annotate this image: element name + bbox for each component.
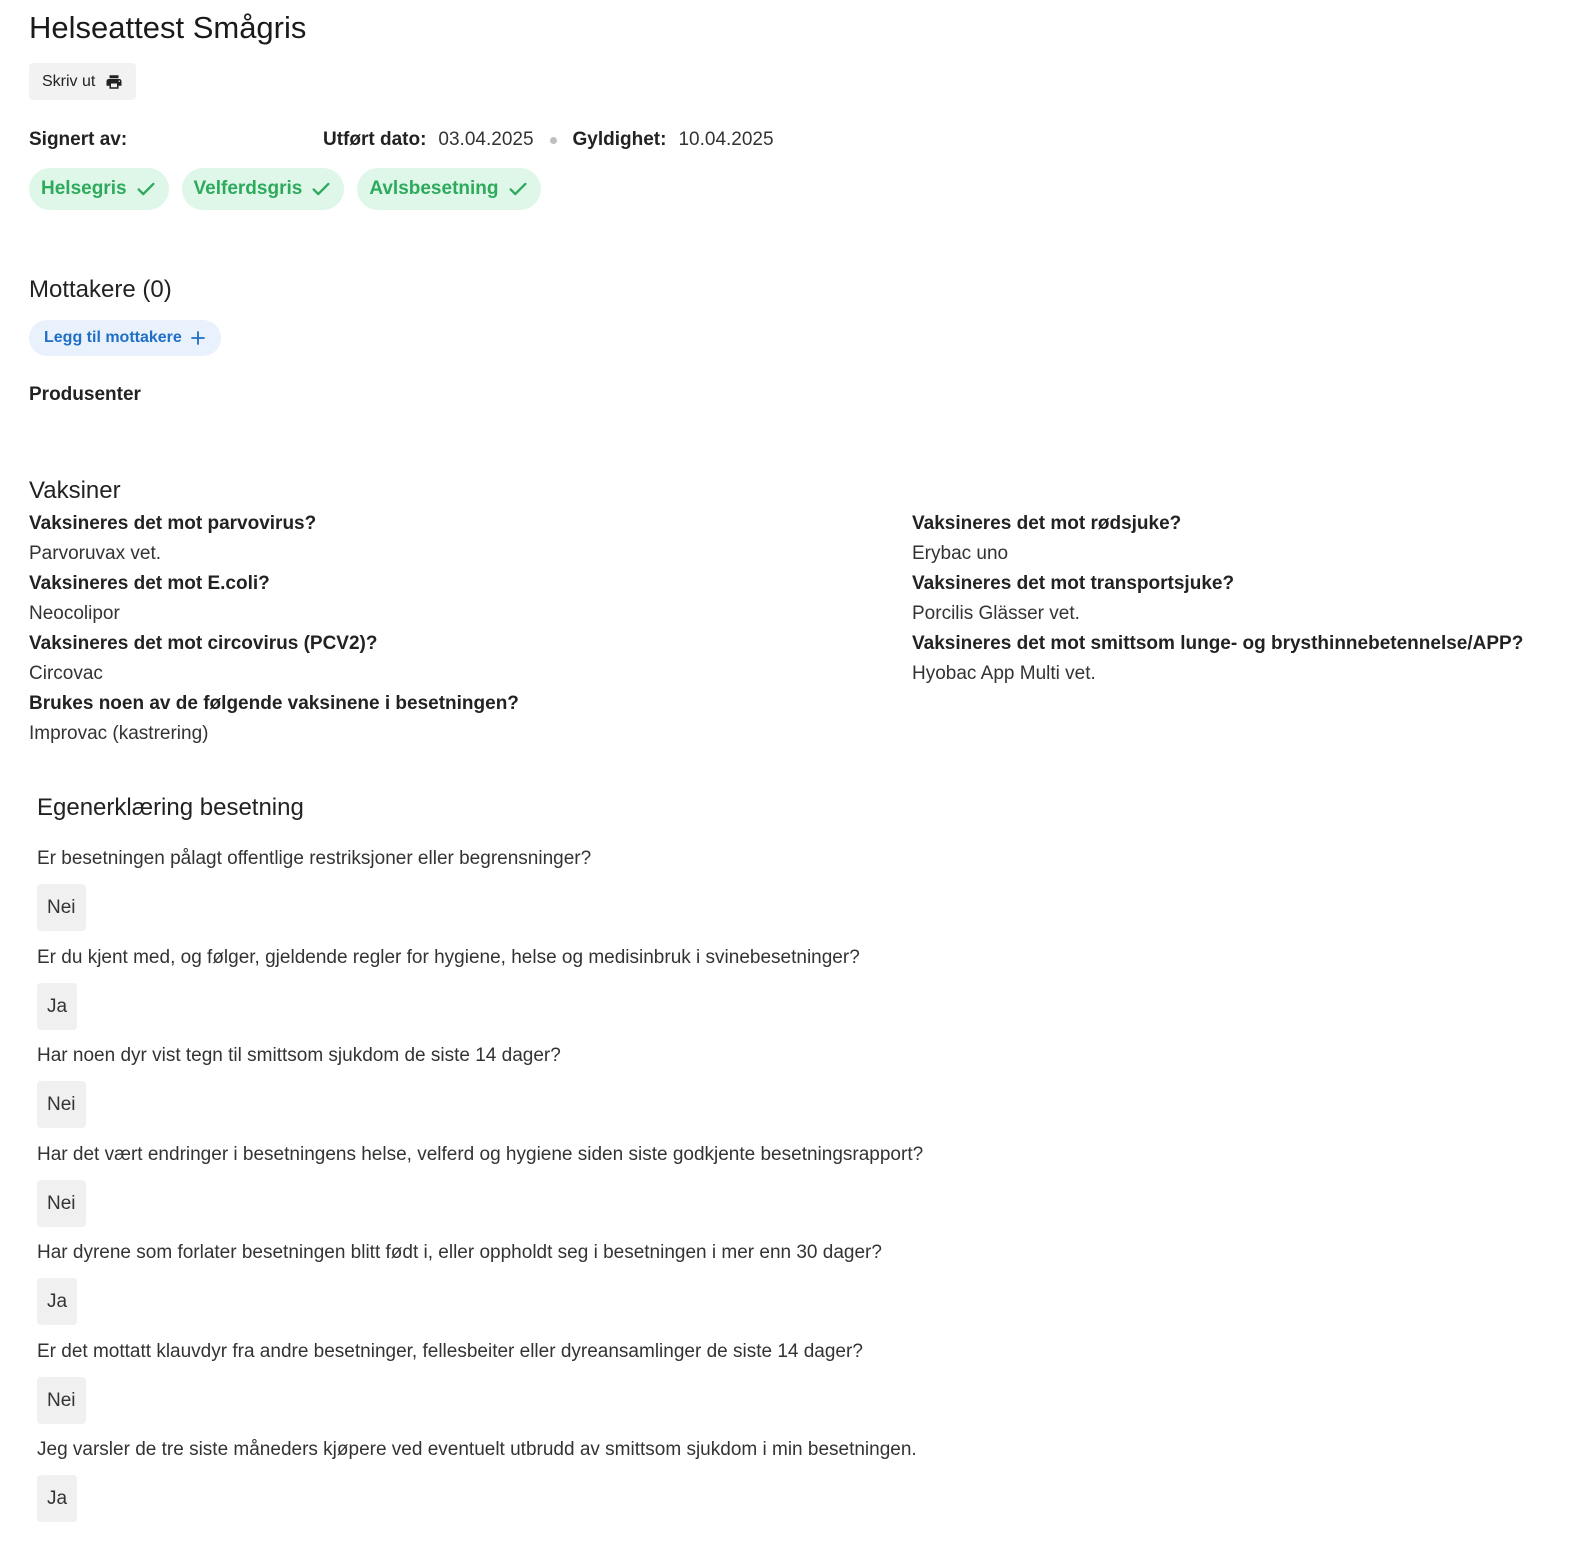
declaration-question: Jeg varsler de tre siste måneders kjøpere ved eventuelt utbrudd av smittsom sjukdom i min besetningen. — [37, 1439, 917, 1460]
recipients-heading: Mottakere (0) — [29, 276, 172, 303]
vaccine-answer: Improvac (kastrering) — [29, 723, 209, 744]
chip-helsegris — [29, 168, 169, 210]
declaration-item — [37, 1438, 917, 1522]
performed-date-label: Utført dato: — [323, 129, 427, 150]
plus-icon — [190, 330, 206, 346]
declaration-item — [37, 1143, 923, 1227]
vaccine-question: Vaksineres det mot circovirus (PCV2)? — [29, 633, 378, 654]
declaration-item — [37, 1340, 863, 1424]
vaccines-heading: Vaksiner — [29, 477, 121, 504]
vaccine-answer: Erybac uno — [912, 543, 1009, 564]
add-recipient-button[interactable] — [29, 320, 221, 356]
separator-dot — [550, 137, 557, 144]
signed-by-label: Signert av: — [29, 129, 128, 150]
vaccines-left-column — [29, 512, 519, 752]
validity-value: 10.04.2025 — [678, 129, 774, 150]
self-declaration-heading: Egenerklæring besetning — [37, 794, 304, 821]
page-title: Helseattest Smågris — [29, 10, 307, 45]
add-recipient-label: Legg til mottakere — [44, 329, 182, 346]
declaration-item — [37, 946, 860, 1030]
signed-by — [29, 129, 127, 151]
date-info — [323, 129, 774, 151]
performed-date-value: 03.04.2025 — [438, 129, 534, 150]
producer-heading: Produsenter — [29, 384, 141, 405]
chip-label: Avlsbesetning — [369, 178, 499, 199]
vaccine-answer: Porcilis Glässer vet. — [912, 603, 1080, 624]
declaration-question: Har det vært endringer i besetningens helse, velferd og hygiene siden siste godkjente besetningsrapport? — [37, 1144, 924, 1165]
declaration-answer: Ja — [37, 1278, 77, 1325]
vaccine-question: Vaksineres det mot E.coli? — [29, 573, 270, 594]
declaration-question: Er du kjent med, og følger, gjeldende regler for hygiene, helse og medisinbruk i svinebesetninger? — [37, 947, 860, 968]
declaration-question: Har dyrene som forlater besetningen blitt født i, eller oppholdt seg i besetningen i mer enn 30 dager? — [37, 1242, 882, 1263]
print-button-label: Skriv ut — [42, 72, 96, 90]
checkmark-icon — [310, 178, 332, 200]
declaration-item — [37, 1241, 882, 1325]
declaration-answer: Nei — [37, 884, 86, 931]
vaccine-answer: Neocolipor — [29, 603, 120, 624]
declaration-answer: Ja — [37, 983, 77, 1030]
vaccine-question: Vaksineres det mot parvovirus? — [29, 513, 317, 534]
chip-label: Helsegris — [41, 178, 127, 199]
signature-chips — [29, 168, 541, 210]
declaration-question: Er besetningen pålagt offentlige restriksjoner eller begrensninger? — [37, 848, 592, 869]
checkmark-icon — [507, 178, 529, 200]
declaration-answer: Nei — [37, 1081, 86, 1128]
declaration-answer: Nei — [37, 1377, 86, 1424]
declaration-item — [37, 847, 591, 931]
declaration-item — [37, 1044, 561, 1128]
checkmark-icon — [135, 178, 157, 200]
chip-label: Velferdsgris — [193, 178, 303, 199]
printer-icon — [105, 73, 123, 91]
declaration-question: Har noen dyr vist tegn til smittsom sjukdom de siste 14 dager? — [37, 1045, 561, 1066]
declaration-question: Er det mottatt klauvdyr fra andre besetninger, fellesbeiter eller dyreansamlinger de siste 14 dager? — [37, 1341, 863, 1362]
vaccine-answer: Parvoruvax vet. — [29, 543, 161, 564]
vaccine-answer: Circovac — [29, 663, 103, 684]
chip-velferdsgris — [182, 168, 345, 210]
declaration-answer: Ja — [37, 1475, 77, 1522]
vaccine-question: Vaksineres det mot rødsjuke? — [912, 513, 1182, 534]
validity-label: Gyldighet: — [572, 129, 667, 150]
vaccine-question: Vaksineres det mot smittsom lunge- og brysthinnebetennelse/APP? — [912, 633, 1524, 654]
print-button[interactable] — [29, 63, 136, 100]
vaccines-right-column — [912, 512, 1523, 692]
vaccine-question: Brukes noen av de følgende vaksinene i besetningen? — [29, 693, 519, 714]
chip-avlsbesetning — [357, 168, 540, 210]
vaccine-answer: Hyobac App Multi vet. — [912, 663, 1096, 684]
declaration-answer: Nei — [37, 1180, 86, 1227]
vaccine-question: Vaksineres det mot transportsjuke? — [912, 573, 1235, 594]
